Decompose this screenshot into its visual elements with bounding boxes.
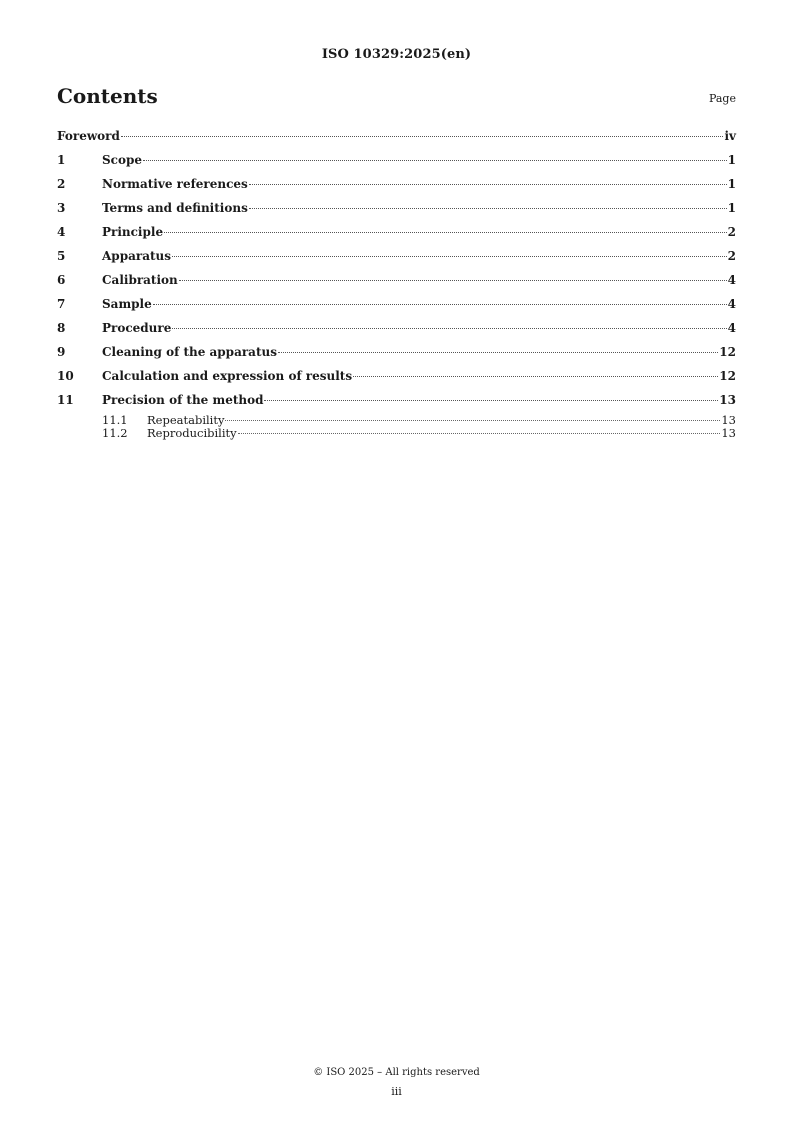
toc-entry-page: 1	[727, 153, 736, 167]
toc-entry-number: 1	[57, 153, 66, 167]
toc-entry-number: 3	[57, 201, 66, 215]
toc-entry-number: 9	[57, 345, 66, 359]
dot-leader	[164, 232, 727, 233]
toc-entry-page: 4	[727, 273, 736, 287]
dot-leader	[121, 136, 724, 137]
dot-leader	[238, 433, 721, 434]
toc-entry-sample[interactable]	[57, 297, 736, 321]
toc-entry-page: 1	[727, 177, 736, 191]
toc-entry-title: Scope	[102, 153, 143, 167]
toc-subentry-page: 13	[721, 413, 736, 427]
toc-entry-scope[interactable]	[57, 153, 736, 177]
toc-entry-calculation-and-expression-of-results[interactable]	[57, 369, 736, 393]
toc-entry-page: 2	[727, 225, 736, 239]
document-id-header: ISO 10329:2025(en)	[321, 47, 472, 62]
table-of-contents	[57, 129, 736, 439]
toc-entry-title: Apparatus	[102, 249, 171, 263]
toc-entry-number: 10	[57, 369, 74, 383]
dot-leader	[153, 304, 727, 305]
toc-entry-number: 11	[57, 393, 74, 407]
toc-subentry-number: 11.2	[102, 426, 128, 440]
toc-entry-terms-and-definitions[interactable]	[57, 201, 736, 225]
toc-entry-number: 7	[57, 297, 66, 311]
page-column-label: Page	[708, 92, 736, 105]
toc-entry-page: 2	[727, 249, 736, 263]
dot-leader	[225, 420, 720, 421]
toc-entry-calibration[interactable]	[57, 273, 736, 297]
dot-leader	[278, 352, 718, 353]
page-number: iii	[391, 1085, 402, 1098]
contents-title: Contents	[57, 84, 158, 108]
toc-entry-principle[interactable]	[57, 225, 736, 249]
toc-subentry-reproducibility[interactable]	[57, 426, 736, 439]
toc-entry-number: 6	[57, 273, 66, 287]
toc-entry-apparatus[interactable]	[57, 249, 736, 273]
toc-entry-normative-references[interactable]	[57, 177, 736, 201]
toc-subentry-repeatability[interactable]	[57, 413, 736, 426]
toc-entry-number: 2	[57, 177, 66, 191]
toc-entry-page: 1	[727, 201, 736, 215]
dot-leader	[249, 184, 727, 185]
toc-entry-page: 12	[719, 369, 736, 383]
toc-entry-page: 12	[719, 345, 736, 359]
toc-entry-title: Normative references	[102, 177, 248, 191]
toc-entry-number: 8	[57, 321, 66, 335]
dot-leader	[179, 280, 727, 281]
toc-entry-page: iv	[724, 129, 736, 143]
dot-leader	[249, 208, 727, 209]
toc-entry-foreword[interactable]	[57, 129, 736, 153]
toc-entry-title: Precision of the method	[102, 393, 264, 407]
dot-leader	[172, 256, 727, 257]
dot-leader	[264, 400, 718, 401]
toc-entry-page: 4	[727, 321, 736, 335]
toc-subentry-number: 11.1	[102, 413, 128, 427]
toc-subentries	[57, 413, 736, 439]
copyright-notice: © ISO 2025 – All rights reserved	[313, 1067, 480, 1078]
toc-entry-title: Procedure	[102, 321, 172, 335]
toc-entry-cleaning-of-the-apparatus[interactable]	[57, 345, 736, 369]
toc-entry-title: Calibration	[102, 273, 178, 287]
toc-entry-title: Calculation and expression of results	[102, 369, 353, 383]
toc-entry-number: 5	[57, 249, 66, 263]
toc-subentry-title: Reproducibility	[147, 426, 237, 440]
toc-entry-page: 4	[727, 297, 736, 311]
dot-leader	[172, 328, 726, 329]
toc-entry-procedure[interactable]	[57, 321, 736, 345]
toc-entry-title: Foreword	[57, 129, 120, 143]
toc-entry-page: 13	[719, 393, 736, 407]
toc-entry-title: Sample	[102, 297, 152, 311]
toc-subentry-page: 13	[721, 426, 736, 440]
toc-entry-title: Terms and definitions	[102, 201, 248, 215]
toc-subentry-title: Repeatability	[147, 413, 225, 427]
dot-leader	[143, 160, 727, 161]
toc-entry-title: Cleaning of the apparatus	[102, 345, 277, 359]
dot-leader	[353, 376, 718, 377]
toc-entry-number: 4	[57, 225, 66, 239]
toc-entry-title: Principle	[102, 225, 164, 239]
